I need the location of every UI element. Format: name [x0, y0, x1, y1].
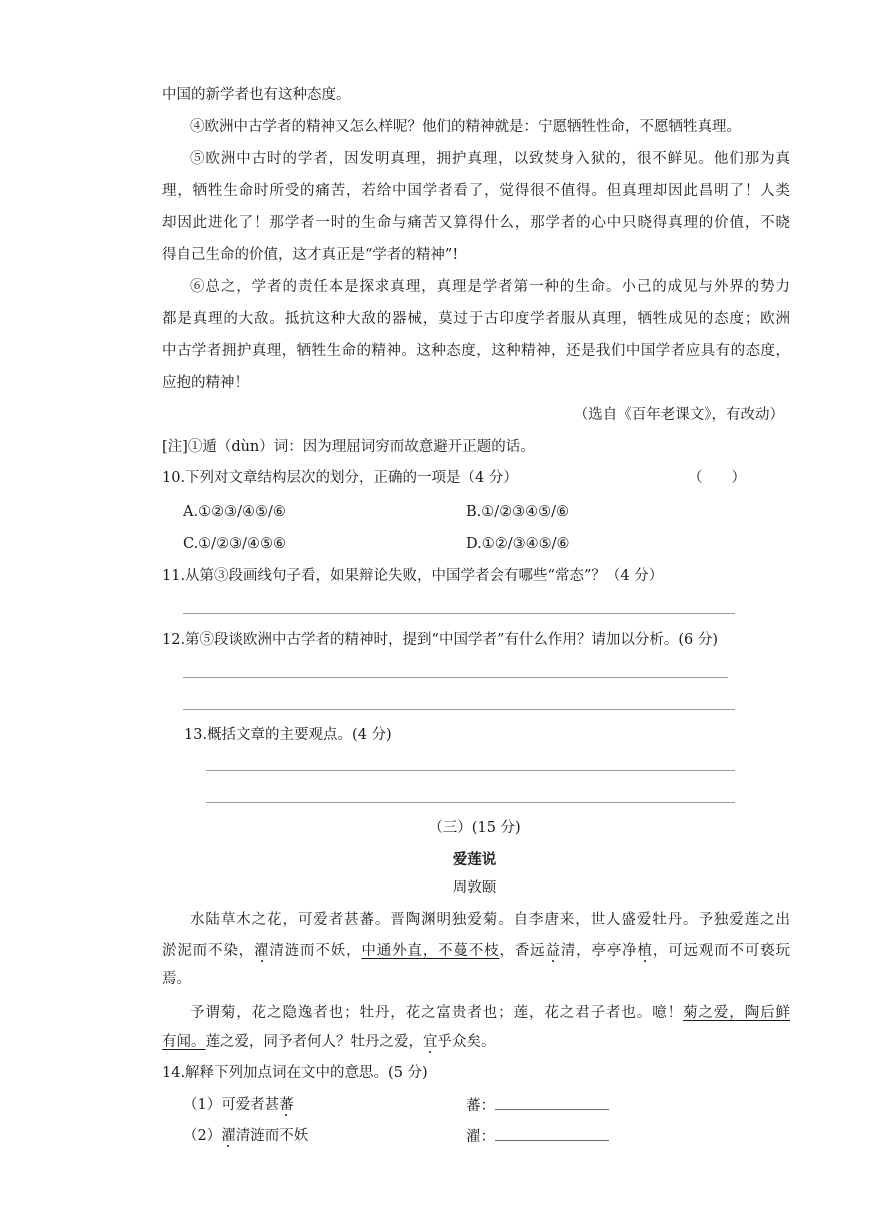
item-1-answer [466, 1095, 609, 1116]
paragraph-5-line-1: ⑤欧洲中古时的学者，因发明真理，拥护真理，以致焚身入狱的，很不鲜见。他们那为真 [190, 151, 790, 167]
paragraph-tail: 中国的新学者也有这种态度。 [162, 87, 351, 103]
answer-parentheses[interactable]: （ ） [688, 470, 746, 486]
text-segment: （1）可爱者甚 [183, 1097, 280, 1113]
answer-line[interactable] [183, 677, 728, 678]
paragraph-6-line-2: 都是真理的大敌。抵抗这种大敌的器械，莫过于古印度学者服从真理，牺牲成见的态度；欧洲 [162, 311, 790, 327]
answer-line[interactable] [206, 770, 735, 771]
dotted-word: 植 [637, 943, 653, 959]
text-segment: 莲之爱，同予者何人？牡丹之爱， [205, 1034, 423, 1050]
dotted-word: 益 [545, 943, 561, 959]
item-2-phrase [183, 1126, 308, 1146]
text-segment: （2） [183, 1128, 222, 1144]
question-14-stem: 14.解释下列加点词在文中的意思。(5 分) [162, 1065, 428, 1081]
text-segment: 清涟而不妖 [235, 1128, 309, 1144]
ailian-line-5 [162, 1032, 496, 1052]
option-b[interactable]: B.①/②③④⑤/⑥ [466, 504, 570, 520]
dotted-word: 宜 [423, 1034, 438, 1050]
answer-line[interactable] [206, 802, 735, 803]
text-segment: 乎众矣。 [437, 1034, 496, 1050]
ailian-line-1: 水陆草木之花，可爱者甚蕃。晋陶渊明独爱菊。自李唐来，世人盛爱牡丹。予独爱莲之出 [190, 912, 790, 928]
text-segment: 淤泥而不染， [162, 943, 255, 959]
answer-label: 濯： [466, 1129, 495, 1145]
paragraph-6-line-4: 应抱的精神！ [162, 375, 249, 391]
underlined-sentence: 菊之爱，陶后鲜 [683, 1005, 791, 1021]
dotted-word: 濯 [254, 943, 270, 959]
text-segment: 清，亭亭净 [560, 943, 638, 959]
text-segment: ，可远观而不可亵玩 [652, 943, 791, 959]
ailian-line-2 [162, 941, 790, 961]
paragraph-4: ④欧洲中古学者的精神又怎么样呢？他们的精神就是：宁愿牺牲性命，不愿牺牲真理。 [190, 119, 741, 135]
question-13-stem: 13.概括文章的主要观点。(4 分) [184, 727, 392, 743]
paragraph-5-line-2: 理，牺牲生命时所受的痛苦，若给中国学者看了，觉得很不值得。但真理却因此昌明了！人类 [162, 183, 790, 199]
paragraph-6-line-3: 中古学者拥护真理，牺牲生命的精神。这种态度，这种精神，还是我们中国学者应具有的态度， [162, 343, 790, 359]
paragraph-5-line-3: 却因此进化了！那学者一时的生命与痛苦又算得什么，那学者的心中只晓得真理的价值，不晓 [162, 215, 790, 231]
essay-title: 爱莲说 [452, 851, 497, 868]
answer-line[interactable] [183, 613, 735, 614]
answer-label: 蕃： [466, 1098, 495, 1114]
item-2-answer [466, 1126, 609, 1147]
text-segment: 予谓菊，花之隐逸者也；牡丹，花之富贵者也；莲，花之君子者也。噫！ [190, 1005, 684, 1021]
essay-author: 周敦颐 [452, 880, 497, 896]
paragraph-5-line-4: 得自己生命的价值，这才真正是“学者的精神”! [162, 247, 459, 263]
dotted-word: 蕃 [279, 1097, 294, 1113]
answer-blank[interactable] [495, 1126, 609, 1141]
answer-line[interactable] [183, 709, 735, 710]
text-segment: ，香远 [499, 943, 546, 959]
option-d[interactable]: D.①②/③④⑤/⑥ [466, 536, 570, 552]
ailian-line-3: 焉。 [162, 971, 191, 987]
question-10-stem: 10.下列对文章结构层次的划分，正确的一项是（4 分） [162, 470, 518, 486]
source-citation: （选自《百年老课文》，有改动） [573, 407, 784, 423]
answer-blank[interactable] [495, 1095, 609, 1110]
option-a[interactable]: A.①②③/④⑤/⑥ [183, 504, 286, 520]
text-segment: 清涟而不妖， [269, 943, 362, 959]
question-12-stem: 12.第⑤段谈欧洲中古学者的精神时，提到“中国学者”有什么作用？请加以分析。(6 分) [162, 632, 719, 648]
paragraph-6-line-1: ⑥总之，学者的责任本是探求真理，真理是学者第一种的生命。小己的成见与外界的势力 [190, 279, 790, 295]
underlined-sentence: 有闻。 [162, 1034, 206, 1050]
dotted-word: 濯 [221, 1128, 236, 1144]
question-11-stem: 11.从第③段画线句子看，如果辩论失败，中国学者会有哪些“常态”？（4 分） [162, 568, 664, 584]
ailian-line-4 [190, 1003, 790, 1023]
underlined-sentence: 中通外直，不蔓不枝 [361, 943, 500, 959]
item-1-phrase [183, 1095, 294, 1115]
footnote: [注]①遁（dùn）词：因为理屈词穷而故意避开正题的话。 [162, 439, 535, 455]
section-header: （三）(15 分) [428, 820, 521, 836]
option-c[interactable]: C.①/②③/④⑤⑥ [183, 536, 286, 552]
